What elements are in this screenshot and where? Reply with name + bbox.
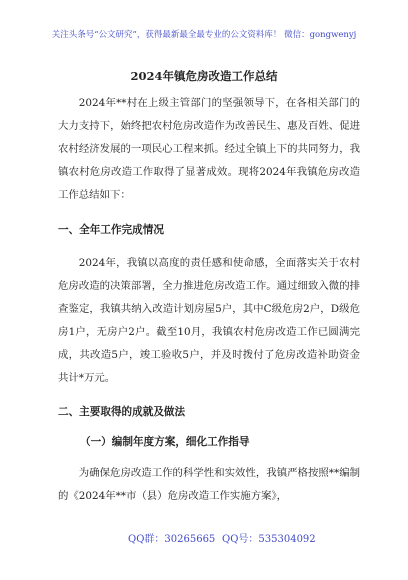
section1-paragraph: 2024年，我镇以高度的责任感和使命感，全面落实关于农村危房改造的决策部署，全力推进危房改造工作。通过细致入微的排查鉴定，我镇共纳入改造计划房屋5户，其中C级危房2户，D级危房1户，无房户2户。截至10月，我镇农村危房改造工作已圆满完成，共改造5户，竣工验收5户，并及时拨付了危房改造补助资金共计*万元。 bbox=[58, 257, 360, 384]
document-title: 2024年镇危房改造工作总结 bbox=[130, 69, 278, 83]
footer-qq-group: QQ群：30265665 bbox=[128, 534, 216, 545]
header-promo-note: 关注头条号“公文研究”，获得最新最全最专业的公文资料库！ 微信：gongwenyj bbox=[51, 30, 357, 40]
footer-qq-number: QQ号：535304092 bbox=[222, 534, 316, 545]
section2-sub1-heading: （一）编制年度方案，细化工作指导 bbox=[80, 436, 250, 448]
intro-paragraph: 2024年**村在上级主管部门的坚强领导下，在各相关部门的大力支持下，始终把农村危房改造作为改善民生、惠及百姓、促进农村经济发展的一项民心工程来抓。经过全镇上下的共同努力，我镇农村危房改造工作取得了显著成效。现将2024年我镇危房改造工作总结如下： bbox=[58, 97, 360, 201]
section2-sub1-paragraph: 为确保危房改造工作的科学性和实效性，我镇严格按照**编制的《2024年**市（县）危房改造工作实施方案》， bbox=[58, 467, 360, 502]
section2-heading: 二、主要取得的成就及做法 bbox=[58, 406, 186, 418]
section1-heading: 一、全年工作完成情况 bbox=[58, 224, 164, 236]
